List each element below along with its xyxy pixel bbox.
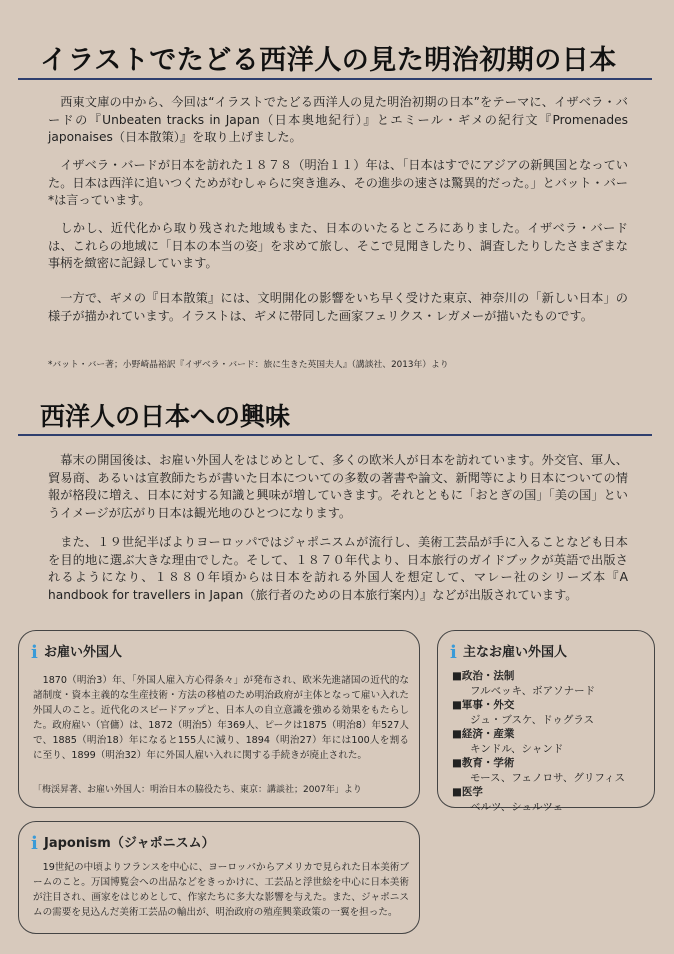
- intro-paragraph-4: 一方で、ギメの『日本散策』には、文明開化の影響をいち早く受けた東京、神奈川の「新しい日本」の様子が描かれています。イラストは、ギメに帯同した画家フェリクス・レガメーが描いたものです。: [48, 291, 628, 323]
- intro-paragraph-3: しかし、近代化から取り残された地域もまた、日本のいたるところにありました。イザベラ・バードは、これらの地域に「日本の本当の姿」を求めて旅し、そこで見聞きしたり、調査したりしたさまざまな事柄を緻密に記録しています。: [48, 221, 628, 270]
- title-divider: [18, 78, 652, 80]
- category-names: ベルツ、シュルツェ: [470, 800, 564, 813]
- oyatoi-box-title: お雇い外国人: [44, 645, 123, 660]
- japonism-box-text: 19世紀の中頃よりフランスを中心に、ヨーロッパからアメリカで見られた日本美術ブームのこと。万国博覧会への出品などをきっかけに、工芸品と浮世絵を中心に日本美術が注目され、画家をはじめとして、作家たちに多大な影響を与えた。また、ジャポニスムの需要を見込んだ美術工芸品の輸出が、明治政府の殖産興業政策の一翼を担った。: [33, 862, 409, 918]
- section-title: 西洋人の日本への興味: [40, 402, 291, 431]
- main-foreigners-box: [437, 630, 655, 813]
- category-label: ■政治・法制: [452, 670, 515, 682]
- japonism-box-title-row: [31, 832, 215, 854]
- category-label: ■軍事・外交: [452, 699, 515, 711]
- category-label: ■医学: [452, 786, 483, 798]
- page-title: イラストでたどる西洋人の見た明治初期の日本: [40, 45, 617, 76]
- category-label: ■教育・学術: [452, 757, 515, 769]
- oyatoi-box-source: 「梅渓昇著、お雇い外国人：明治日本の脇役たち、東京：講談社；2007年」より: [33, 785, 362, 795]
- category-label: ■経済・産業: [452, 728, 515, 740]
- intro-paragraph-1: 西東文庫の中から、今回は“イラストでたどる西洋人の見た明治初期の日本”をテーマに、イザベラ・バードの『Unbeaten tracks in Japan（日本奥地紀行）』とエミール・ギメの紀行文『Promenades japonaises（日本散策）』を取り上げました。: [48, 95, 628, 144]
- footnote: *バット・バー著；小野崎晶裕訳『イザベラ・バード：旅に生きた英国夫人』（講談社、2013年）より: [48, 360, 449, 370]
- category-list: [452, 669, 625, 814]
- main-box-title-row: [450, 641, 567, 663]
- oyatoi-info-box: [18, 630, 420, 808]
- section-divider: [18, 434, 652, 436]
- oyatoi-box-title-row: [31, 641, 122, 663]
- section-paragraph-2: また、１９世紀半ばよりヨーロッパではジャポニスムが流行し、美術工芸品が手に入ることなども日本を目的地に選ぶ大きな理由でした。そして、１８７０年代より、日本旅行のガイドブックが英語で出版されるようになり、１８８０年頃からは日本を訪れる外国人を想定して、マレー社のシリーズ本『A handbook for travellers in Japan（旅行者のための日本旅行案内）』などが出版されています。: [48, 535, 628, 602]
- category-names: キンドル、シャンド: [470, 742, 564, 755]
- category-names: フルベッキ、ボアソナード: [470, 684, 596, 697]
- info-icon: i: [31, 833, 38, 854]
- category-names: モース、フェノロサ、グリフィス: [470, 771, 625, 784]
- japonism-box-title: Japonism（ジャポニスム）: [44, 836, 215, 851]
- category-names: ジュ・ブスケ、ドゥグラス: [470, 713, 595, 726]
- oyatoi-box-text: 1870（明治3）年、「外国人雇入方心得条々」が発布され、欧米先進諸国の近代的な諸制度・資本主義的な生産技術・方法の移植のため明治政府が主体となって雇い入れた外国人のこと。近代化のスピードアップと、日本人の自立意識を強める効果をもたらした。政府雇い（官傭）は、1872（明治5）年369人、ピークは1875（明治8）年527人で、1885（明治18）年になると155人に減り、1894（明治27）年には100人を割るに至り、1899（明治32）年に外国人雇い入れに関する手続きが廃止された。: [33, 675, 409, 761]
- info-icon: i: [450, 642, 457, 663]
- japonism-info-box: [18, 821, 420, 934]
- section-paragraph-1: 幕末の開国後は、お雇い外国人をはじめとして、多くの欧米人が日本を訪れています。外交官、軍人、貿易商、あるいは宣教師たちが書いた日本についての多数の著書や論文、新聞等により日本についての情報が格段に増え、日本に対する知識と興味が増していきます。それとともに「おとぎの国」「美の国」というイメージが広がり日本は観光地のひとつになります。: [48, 453, 628, 520]
- main-box-title: 主なお雇い外国人: [463, 645, 568, 660]
- info-icon: i: [31, 642, 38, 663]
- intro-paragraph-2: イザベラ・バードが日本を訪れた１８７８（明治１１）年は、「日本はすでにアジアの新興国となっていた。日本は西洋に追いつくためがむしゃらに突き進み、その進歩の速さは驚異的だった。」とバット・バー*は言っています。: [48, 158, 628, 207]
